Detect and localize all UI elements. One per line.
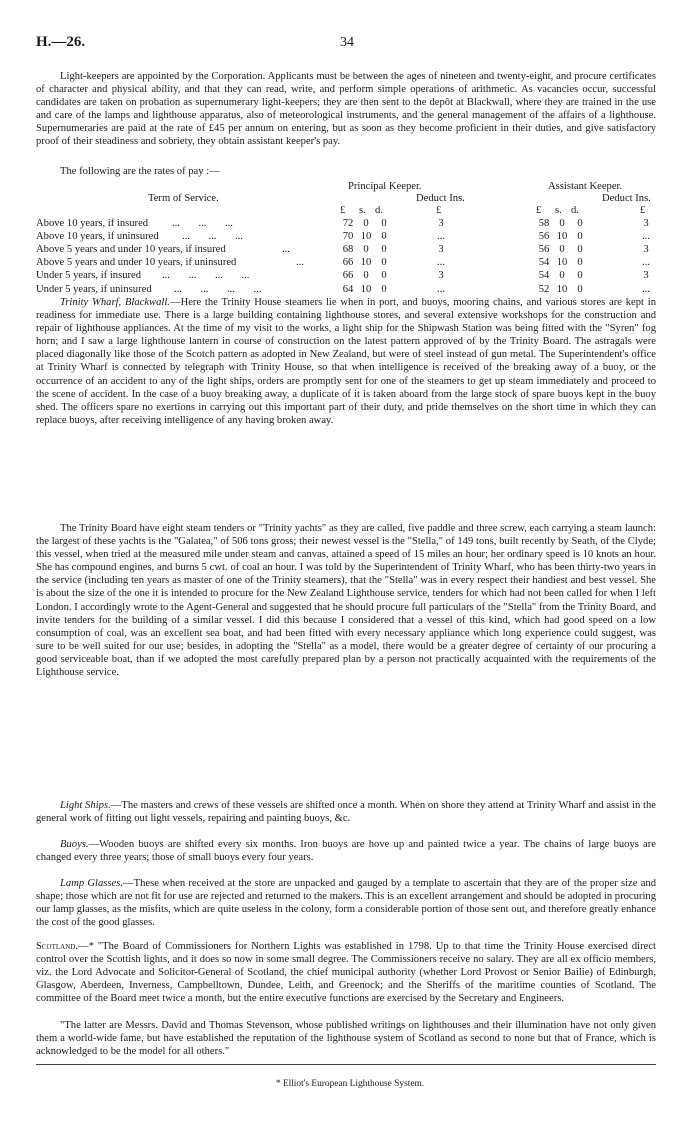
- assistant-shillings: 10: [556, 231, 568, 243]
- assistant-pounds: 58: [538, 218, 550, 229]
- principal-shillings: 0: [363, 218, 369, 229]
- assistant-pence: 0: [577, 270, 583, 282]
- trinity-wharf-paragraph: [36, 296, 656, 427]
- assistant-pounds: 56: [538, 244, 550, 256]
- page-number: 34: [340, 35, 354, 50]
- principal-shillings: 10: [360, 283, 372, 295]
- document-code: H.—26.: [36, 34, 86, 50]
- pay-table-row: [36, 256, 656, 269]
- light-ships-body: —The masters and crews of these vessels are shifted once a month. When on shore they attend at Trinity Wharf and assist in the general work of fitting out light vessels, repairing and painting buoys, &c.: [36, 800, 656, 825]
- pay-table-row: [36, 230, 656, 243]
- lightkeepers-paragraph: Light-keepers are appointed by the Corporation. Applicants must be between the ages of nineteen and twenty-eight, and procure certificates of character and physical ability, and that they can read, write, and perform simple operations of arithmetic. As vacancies occur, successful candidates are taken on probation as supernumerary light-keepers; they are then sent to the depôt at Blackwall, where they are trained in the use and care of the lamps and lighthouse apparatus, also of meteorological instruments, and the general management of the affairs of a lighthouse. Supernumeraries are paid at the rate of £45 per annum on entering, but as soon as they become proficient in their duties, and give satisfactory proof of their steadiness and sobriety, they obtain assistant keeper's pay.: [36, 71, 656, 148]
- principal-shillings: 0: [363, 270, 369, 282]
- trinity-wharf-title: Trinity Wharf, Blackwall.: [60, 297, 170, 308]
- stevenson-paragraph: "The latter are Messrs. David and Thomas Stevenson, whose published writings on lighthouses and their illumination have not only given them a world-wide fame, but have established the reputation of the lighthouse system of Scotland as second to none but that of France, which is acknowledged to be the model for all others.": [36, 1020, 656, 1058]
- assistant-deduct: 3: [643, 218, 649, 229]
- scotland-paragraph: [36, 940, 656, 1005]
- assistant-pounds: 54: [538, 257, 550, 269]
- assistant-deduct: 3: [643, 244, 649, 256]
- assistant-shillings: 0: [559, 270, 565, 282]
- rates-intro: The following are the rates of pay :—: [60, 166, 220, 177]
- principal-pounds: 66: [342, 270, 354, 282]
- principal-pounds: 68: [342, 244, 354, 256]
- pay-table-row: [36, 243, 656, 256]
- pay-table-row: [36, 217, 656, 230]
- pay-row-dots: ... ... ... ...: [174, 283, 262, 295]
- assistant-deduct: ...: [642, 283, 650, 295]
- assistant-pence: 0: [577, 283, 583, 295]
- principal-shillings: 0: [363, 244, 369, 256]
- unit-pound: £: [436, 205, 442, 216]
- assistant-shillings: 10: [556, 283, 568, 295]
- assistant-shillings: 0: [559, 218, 565, 229]
- pay-row-term: Under 5 years, if insured: [36, 270, 142, 282]
- principal-pence: 0: [381, 244, 387, 256]
- assistant-pounds: 52: [538, 283, 550, 295]
- principal-deduct: 3: [438, 270, 444, 282]
- yachts-paragraph: The Trinity Board have eight steam tenders or "Trinity yachts" as they are called, five paddle and three screw, each carrying a steam launch: the largest of these yachts is the "Galatea," of 506 tons gross; their newest vessel is the "Stella," of 149 tons, built recently by Seath, of the Clyde; this vessel, when tried at the measured mile under steam and canvas, attained a speed of 15 miles an hour; her ordinary speed is 10 knots an hour. She has compound engines, and burns 5 cwt. of coal an hour. I was told by the Superintendent of Trinity Wharf, who has been thirty-two years in the service (including ten years as master of one of the Trinity steamers), that the "Stella" was in every respect their handiest and best vessel. She is about the size of the one it is intended to procure for the New Zealand Lighthouse service, tenders for which had not been called for when I left London. I accordingly wrote to the Agent-General and suggested that he should procure full particulars of the "Stella" from the Trinity Board, and invite tenders for the building of a similar vessel. I did this because I considered that a vessel of this kind, which had good speed on a low consumption of coal, was an excellent sea boat, and had been fitted with every necessary appliance which long experience could suggest, was sure to be well suited for our use; besides, in adopting the "Stella" as a model, there would be a greater degree of certainty of our procuring a good serviceable boat, than if we adopted the most carefully prepared plan by a person not practically acquainted with the requirements of the Lighthouse service.: [36, 523, 656, 679]
- unit-pence: d.: [571, 205, 579, 216]
- pay-row-term: Above 10 years, if uninsured: [36, 231, 159, 243]
- unit-pound: £: [640, 205, 646, 216]
- scotland-title: Scotland.: [36, 941, 78, 952]
- buoys-paragraph: [36, 838, 656, 864]
- buoys-body: —Wooden buoys are shifted every six months. Iron buoys are hove up and painted twice a year. The chains of large buoys are changed every three years; those of small buoys every four years.: [36, 839, 656, 864]
- assistant-shillings: 0: [559, 244, 565, 256]
- assistant-pence: 0: [577, 218, 583, 229]
- assistant-deduct: 3: [643, 270, 649, 282]
- footnote-rule: [36, 1064, 656, 1065]
- assistant-deduct: ...: [642, 257, 650, 269]
- assistant-pence: 0: [577, 244, 583, 256]
- pay-row-term: Under 5 years, if uninsured: [36, 283, 152, 295]
- pay-row-dots: ... ... ...: [172, 218, 233, 229]
- scotland-body: —* "The Board of Commissioners for Northern Lights was established in 1798. Up to that time the Trinity House exercised direct control over the Scottish lights, and it does so now in some small degree. The Commissioners receive no salary. They are all ex officio members, viz. the Lord Advocate and Solicitor-General of Scotland, the chief municipal authority (whether Lord Provost or Senior Bailie) of Edinburgh, Glasgow, Aberdeen, Inverness, Campbelltown, Dundee, Leith, and Greenock; and the Sheriffs of the maritime counties of Scotland. The committee of the Board meet twice a month, but the entire executive functions are exercised by the Secretary and Engineers.: [36, 941, 656, 1005]
- principal-pence: 0: [381, 257, 387, 269]
- principal-pence: 0: [381, 218, 387, 229]
- principal-pounds: 64: [342, 283, 354, 295]
- pay-row-term: Above 5 years and under 10 years, if insured: [36, 244, 226, 256]
- unit-pound: £: [536, 205, 542, 216]
- pay-table-row: [36, 283, 656, 296]
- unit-pence: d.: [375, 205, 383, 216]
- assistant-deduct: ...: [642, 231, 650, 243]
- buoys-title: Buoys.: [60, 839, 89, 850]
- col-deduct-header-assistant: Deduct Ins.: [602, 193, 651, 204]
- assistant-pence: 0: [577, 231, 583, 243]
- principal-deduct: ...: [437, 283, 445, 295]
- assistant-pounds: 54: [538, 270, 550, 282]
- pay-row-dots: ...: [296, 257, 304, 269]
- lamp-glasses-body: —These when received at the store are unpacked and gauged by a template to ascertain that they are of the proper size and shape; those which are not fit for use are rejected and returned to the makers. This is an excellent arrangement and should be adopted in procuring our lamp glasses, as the misfits, which are quite useless in the colony, form a considerable portion of those sent out, and therefore greatly enhance the cost of the good glasses.: [36, 878, 656, 929]
- col-principal-header: Principal Keeper.: [348, 181, 422, 192]
- principal-pence: 0: [381, 231, 387, 243]
- col-assistant-header: Assistant Keeper.: [548, 181, 623, 192]
- principal-pounds: 66: [342, 257, 354, 269]
- pay-row-dots: ...: [282, 244, 290, 256]
- principal-deduct: 3: [438, 218, 444, 229]
- principal-pounds: 70: [342, 231, 354, 243]
- pay-row-dots: ... ... ... ...: [162, 270, 250, 282]
- footnote: * Elliot's European Lighthouse System.: [275, 1079, 425, 1089]
- principal-pence: 0: [381, 283, 387, 295]
- assistant-shillings: 10: [556, 257, 568, 269]
- unit-shillings: s.: [555, 205, 562, 216]
- light-ships-paragraph: [36, 799, 656, 825]
- assistant-pounds: 56: [538, 231, 550, 243]
- lamp-glasses-paragraph: [36, 877, 656, 929]
- col-term-header: Term of Service.: [148, 193, 219, 204]
- principal-deduct: ...: [437, 231, 445, 243]
- pay-row-term: Above 10 years, if insured: [36, 218, 149, 229]
- light-ships-title: Light Ships.: [60, 800, 111, 811]
- principal-deduct: ...: [437, 257, 445, 269]
- lamp-glasses-title: Lamp Glasses.: [60, 878, 124, 889]
- principal-shillings: 10: [360, 257, 372, 269]
- principal-shillings: 10: [360, 231, 372, 243]
- col-deduct-header-principal: Deduct Ins.: [416, 193, 465, 204]
- unit-shillings: s.: [359, 205, 366, 216]
- pay-table-row: [36, 269, 656, 282]
- pay-row-dots: ... ... ...: [182, 231, 243, 243]
- assistant-pence: 0: [577, 257, 583, 269]
- trinity-wharf-body: —Here the Trinity House steamers lie when in port, and buoys, mooring chains, and various stores are kept in readiness for immediate use. There is a large building containing lighthouse stores, and several extensive workshops for the construction and repair of lighthouse appliances. At the time of my visit to the works, a light ship for the Shipwash Station was being fitted with the "Syren" fog horn; and I saw a large lighthouse lantern in course of construction on the latest pattern approved of by the Trinity Board. The astragals were placed diagonally like those of the Scotch pattern as adopted in New Zealand, but were of steel instead of gun metal. The Superintendent's office at Trinity Wharf is connected by telegraph with Trinity House, so that when intelligence is received of the breaking away of a buoy, or the occurrence of an accident to any of the light ships, orders are promptly sent for one of the steamers to get up steam immediately and proceed to the scene of accident. In the case of a buoy breaking away, a duplicate of it is taken aboard from the large stock of spare buoys kept in the buoy shed. The officers spare no exertions in carrying out this important part of their duty, and pride themselves on the short time in which they can replace buoys, after receiving intelligence of any having broken away.: [36, 297, 657, 426]
- principal-deduct: 3: [438, 244, 444, 256]
- principal-pounds: 72: [342, 218, 354, 229]
- principal-pence: 0: [381, 270, 387, 282]
- pay-row-term: Above 5 years and under 10 years, if uninsured: [36, 257, 237, 269]
- unit-pound: £: [340, 205, 346, 216]
